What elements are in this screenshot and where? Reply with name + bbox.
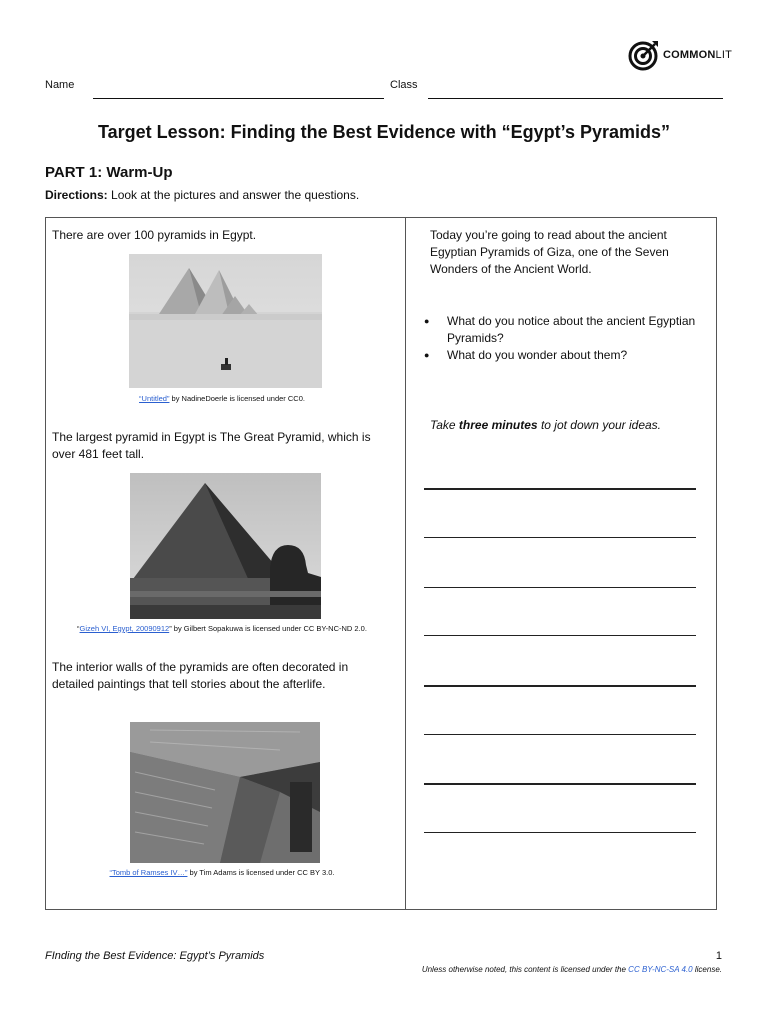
- answer-line[interactable]: [424, 488, 696, 490]
- footer-title: FInding the Best Evidence: Egypt’s Pyramids: [45, 950, 265, 962]
- fact-great-pyramid: The largest pyramid in Egypt is The Great Pyramid, which is over 481 feet tall.: [52, 430, 371, 461]
- caption-photo-1: “Untitled” by NadineDoerle is licensed under CC0.: [139, 394, 305, 403]
- answer-line[interactable]: [424, 685, 696, 687]
- answer-line[interactable]: [424, 734, 696, 735]
- question-wonder: ● What do you wonder about them?: [424, 347, 704, 364]
- page-number: 1: [715, 950, 722, 962]
- caption-photo-3: “Tomb of Ramses IV…” by Tim Adams is licensed under CC BY 3.0.: [109, 868, 335, 877]
- class-field[interactable]: [428, 98, 723, 99]
- name-field[interactable]: [93, 98, 384, 99]
- answer-line[interactable]: [424, 832, 696, 833]
- page-title: Target Lesson: Finding the Best Evidence with “Egypt’s Pyramids”: [97, 122, 671, 142]
- jot-instructions: Take three minutes to jot down your ideas.: [430, 418, 662, 432]
- answer-line[interactable]: [424, 635, 696, 636]
- tomb-interior-photo: [130, 722, 320, 863]
- directions: Directions: Look at the pictures and answer the questions.: [45, 188, 360, 202]
- caption-2-link[interactable]: Gizeh VI, Egypt, 20090912: [79, 624, 170, 633]
- caption-3-link[interactable]: “Tomb of Ramses IV…”: [109, 868, 188, 877]
- target-icon: [628, 39, 660, 71]
- table-divider: [405, 217, 406, 910]
- right-intro: Today you’re going to read about the ancient Egyptian Pyramids of Giza, one of the Seven Wonders of the Ancient World.: [430, 228, 669, 276]
- great-pyramid-sphinx-photo: [130, 473, 321, 619]
- answer-line[interactable]: [424, 587, 696, 588]
- fact-interior-walls: The interior walls of the pyramids are often decorated in detailed paintings that tell stories about the afterlife.: [52, 660, 349, 691]
- license-note: Unless otherwise noted, this content is licensed under the CC BY-NC-SA 4.0 license.: [421, 965, 722, 974]
- fact-pyramid-count: There are over 100 pyramids in Egypt.: [52, 228, 257, 242]
- pyramids-desert-photo: [129, 254, 322, 388]
- caption-photo-2: “Gizeh VI, Egypt, 20090912” by Gilbert Sopakuwa is licensed under CC BY-NC-ND 2.0.: [77, 624, 367, 633]
- commonlit-logo: [628, 38, 738, 72]
- part-heading: PART 1: Warm-Up: [45, 164, 173, 181]
- question-list: [424, 313, 704, 364]
- question-notice: ● What do you notice about the ancient Egyptian Pyramids?: [424, 313, 704, 347]
- logo-text: COMMONLIT: [663, 49, 733, 61]
- answer-line[interactable]: [424, 537, 696, 538]
- caption-1-link[interactable]: “Untitled”: [139, 394, 170, 403]
- name-label: Name: [45, 79, 75, 91]
- license-link[interactable]: CC BY-NC-SA 4.0: [628, 965, 693, 974]
- answer-line[interactable]: [424, 783, 696, 785]
- class-label: Class: [390, 79, 418, 91]
